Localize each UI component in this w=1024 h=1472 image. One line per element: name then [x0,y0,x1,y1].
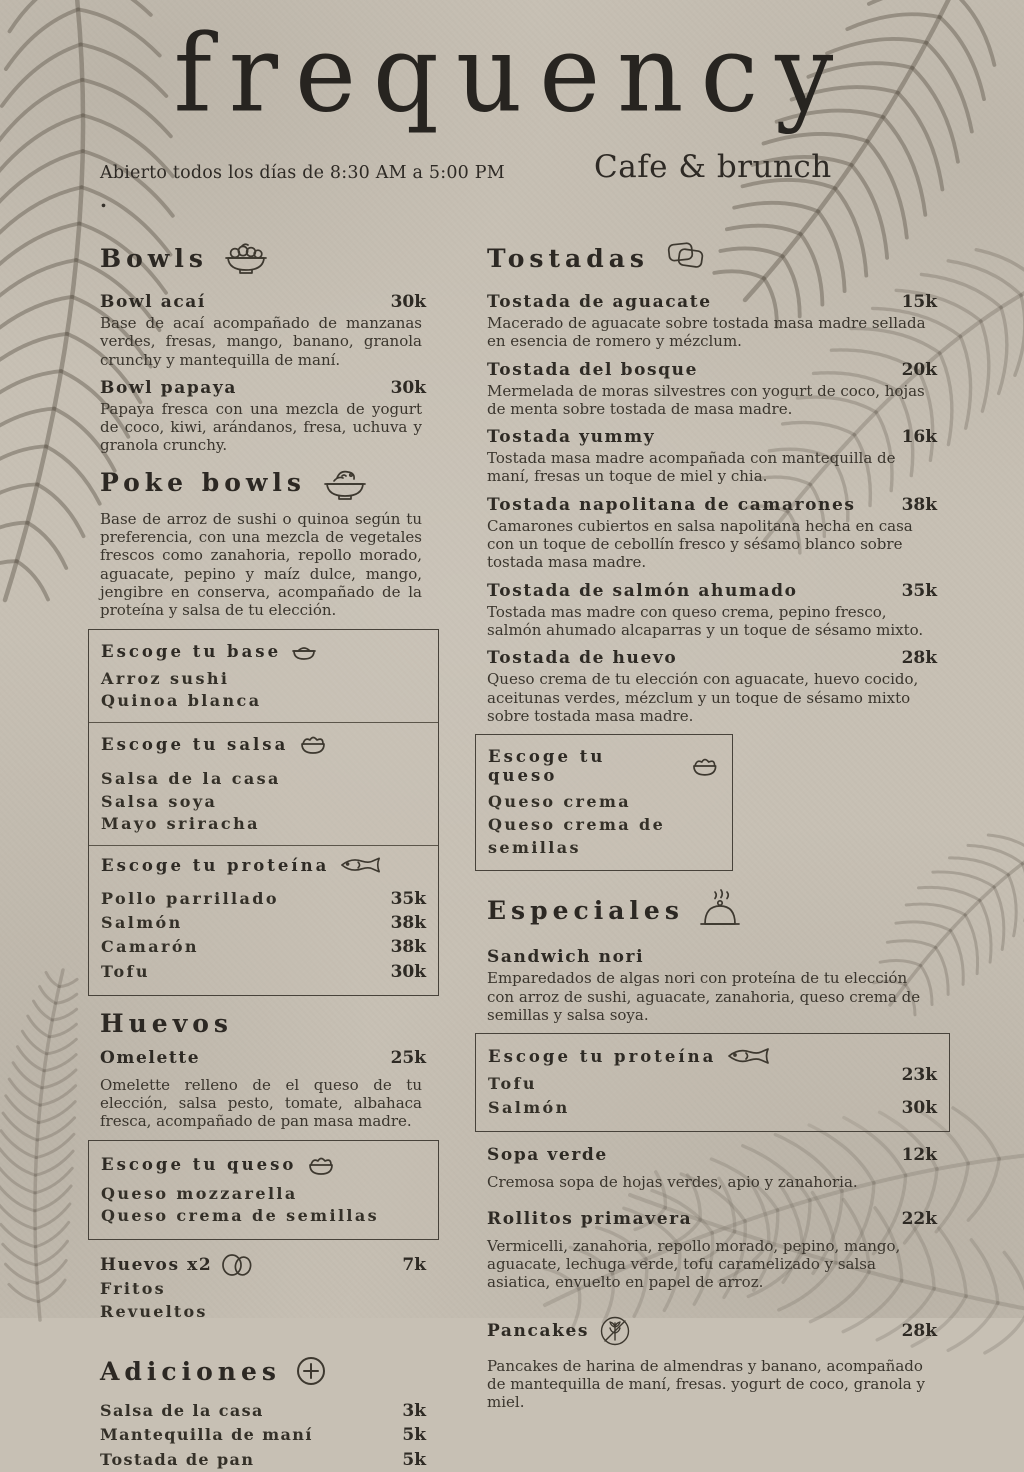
section-adiciones [100,1355,426,1471]
fish-icon [726,1046,772,1066]
left-column [100,240,426,1472]
item-name-text: Pancakes [487,1320,590,1341]
stray-mark: . [100,188,107,212]
section-description: Base de arroz de sushi o quinoa según tu preferencia, con una mezcla de vegetales frescos como zanahoria, repollo morado, aguacate, pepino y maíz dulce, mango, jengibre en conserva, acompañado de la proteína y salsa de tu elección. [100,509,422,620]
menu-item [487,1209,937,1229]
box-divider [89,845,438,846]
item-description: Base de acaí acompañado de manzanas verdes, fresas, mango, banano, granola crunchy y mantequilla de maní. [100,314,422,369]
especiales-protein-box [475,1033,950,1132]
choose-base-label [101,642,426,662]
protein-option [488,1065,937,1096]
choice-option: Queso crema de semillas [488,814,666,857]
choice-option: Quinoa blanca [101,691,262,711]
menu-item [487,1145,937,1165]
menu-item [100,1253,426,1277]
addition-price: 5k [402,1425,426,1446]
tostadas-queso-box [475,734,733,871]
item-description: Tostada masa madre acompañada con mantequilla de maní, fresas un toque de miel y chia. [487,449,896,486]
choose-protein-label [488,1046,937,1066]
section-bowls-header [100,240,426,276]
menu-item [487,581,937,601]
item-name: Tostada napolitana de camarones [487,494,856,515]
item-description: Camarones cubiertos en salsa napolitana hecha en casa con un toque de cebollín fresco y sésamo blanco sobre tostada masa madre. [487,516,913,572]
poke-bowl-icon [320,464,370,502]
item-price: 28k [901,648,937,669]
protein-name: Salmón [488,1098,570,1118]
section-adiciones-title: Adiciones [100,1356,281,1386]
choose-queso-text: Escoge tu queso [488,747,606,786]
section-poke-bowls [100,464,426,996]
choose-protein-text: Escoge tu proteína [101,855,330,875]
right-column [487,240,937,1421]
item-name-text: Huevos x2 [100,1254,213,1275]
choose-queso-text: Escoge tu queso [101,1155,297,1175]
choice-option: Queso crema [488,792,632,812]
menu-item [487,292,937,312]
menu-item [487,360,937,380]
menu-item [487,427,937,447]
section-tostadas-title: Tostadas [487,243,649,273]
choice-option: Mayo sriracha [101,814,260,834]
item-description: Omelette relleno de el queso de tu elección, salsa pesto, tomate, albahaca fresca, acompañado de pan masa madre. [100,1075,422,1131]
menu-item [487,495,937,515]
fruit-bowl-icon [222,240,270,276]
item-price: 38k [901,494,937,515]
rice-bowl-icon [291,642,317,662]
item-description: Pancakes de harina de almendras y banano, acompañado de mantequilla de maní, fresas. yogurt de coco, granola y miel. [487,1356,925,1412]
box-divider [89,722,438,723]
queso-choices-box [88,1140,439,1240]
section-huevos-title: Huevos [100,1008,233,1038]
item-price: 30k [390,377,426,398]
protein-name: Tofu [488,1074,537,1094]
item-description: Cremosa sopa de hojas verdes, apio y zanahoria. [487,1173,858,1192]
section-especiales [487,889,937,1411]
protein-price: 30k [901,1098,937,1119]
section-poke-header [100,464,426,502]
item-price: 12k [901,1145,937,1166]
protein-name: Camarón [101,937,199,957]
sauce-bowl-icon [690,754,720,778]
item-description: Mermelada de moras silvestres con yogurt de coco, hojas de menta sobre tostada de masa madre. [487,381,925,418]
plus-circle-icon [295,1355,327,1387]
section-bowls-title: Bowls [100,243,208,273]
cloche-icon [698,889,742,931]
choose-queso-label [101,1153,426,1177]
item-name: Sandwich nori [487,947,645,968]
protein-option [488,1096,937,1120]
item-description: Papaya fresca con una mezcla de yogurt de coco, kiwi, arándanos, fresa, uchuva y granola crunchy. [100,399,422,455]
protein-option [101,887,426,911]
section-tostadas-header [487,240,937,276]
subtitle: Cafe & brunch [594,149,832,185]
egg-style-option: Fritos [100,1278,166,1298]
protein-name: Pollo parrillado [101,889,279,909]
choose-base-text: Escoge tu base [101,642,282,662]
addition-item [100,1448,426,1472]
item-price: 30k [390,292,426,312]
item-name: Tostada de aguacate [487,292,712,312]
item-description: Vermicelli, zanahoria, repollo morado, pepino, mango, aguacate, lechuga verde, tofu caramelizado y salsa asiatica, envuelto en papel de arroz. [487,1236,901,1292]
item-description: Emparedados de algas nori con proteína de tu elección con arroz de sushi, aguacate, zanahoria, queso crema de semillas y salsa soya. [487,969,921,1024]
item-name: Tostada de salmón ahumado [487,580,798,601]
eggs-icon [220,1253,254,1277]
addition-name: Salsa de la casa [100,1401,264,1421]
protein-price: 30k [390,961,426,982]
section-tostadas [487,240,937,871]
section-especiales-header [487,889,937,931]
item-name: Tostada yummy [487,427,656,448]
item-price: 35k [901,580,937,601]
bread-icon [663,240,713,276]
opening-hours: Abierto todos los días de 8:30 AM a 5:00 PM [100,163,505,183]
choice-option: Arroz sushi [101,668,230,688]
item-price: 7k [402,1254,426,1275]
item-description: Tostada mas madre con queso crema, pepino fresco, salmón ahumado alcaparras y un toque de sésamo mixto. [487,602,924,639]
addition-price: 5k [402,1449,426,1470]
addition-item [100,1423,426,1447]
section-huevos-header [100,1009,426,1038]
choose-salsa-label [101,732,426,756]
fish-icon [339,855,383,875]
addition-name: Tostada de pan [100,1449,255,1469]
addition-price: 3k [402,1401,426,1422]
protein-name: Salmón [101,913,183,933]
item-name: Sopa verde [487,1145,608,1166]
menu-item [100,378,426,398]
protein-price: 38k [390,937,426,958]
choice-option: Salsa soya [101,791,218,811]
item-name: Bowl papaya [100,377,238,398]
protein-option [101,935,426,959]
menu-item [100,292,426,312]
protein-price: 23k [901,1065,937,1086]
choose-protein-label [101,855,426,875]
item-price: 20k [901,359,937,380]
protein-option [101,960,426,984]
protein-price: 35k [390,889,426,910]
item-price: 15k [901,292,937,312]
choose-queso-label [488,747,720,785]
item-price: 25k [390,1047,426,1068]
section-bowls [100,240,426,455]
item-name: Rollitos primavera [487,1208,693,1229]
sauce-bowl-icon [298,732,328,756]
item-name: Tostada del bosque [487,359,699,380]
gluten-free-icon [597,1313,633,1349]
egg-style-option: Revueltos [100,1302,208,1322]
item-price: 28k [901,1320,937,1341]
section-poke-title: Poke bowls [100,468,306,498]
section-especiales-title: Especiales [487,895,684,925]
choice-option: Queso crema de semillas [101,1206,380,1226]
addition-name: Mantequilla de maní [100,1425,313,1445]
menu-item [487,648,937,668]
item-name [100,1253,254,1277]
section-adiciones-header [100,1355,426,1387]
item-name [487,1313,633,1349]
item-price: 16k [901,427,937,448]
protein-option [101,911,426,935]
choose-protein-text: Escoge tu proteína [488,1046,717,1066]
page-title: frequency [173,11,851,137]
menu-item [100,1048,426,1068]
choose-salsa-text: Escoge tu salsa [101,734,289,754]
protein-price: 38k [390,913,426,934]
sauce-bowl-icon [306,1153,336,1177]
section-huevos [100,1009,426,1324]
item-description: Macerado de aguacate sobre tostada masa madre sellada en esencia de romero y mézclum. [487,314,926,351]
item-description: Queso crema de tu elección con aguacate, huevo cocido, aceitunas verdes, mézclum y un toque de sésamo mixto sobre tostada masa madre. [487,670,919,725]
item-price: 22k [901,1208,937,1229]
menu-item [487,947,937,967]
item-name: Omelette [100,1047,201,1068]
protein-name: Tofu [101,961,150,981]
choice-option: Salsa de la casa [101,769,281,788]
choice-option: Queso mozzarella [101,1183,298,1203]
item-name: Bowl acaí [100,292,206,312]
addition-item [100,1399,426,1423]
item-name: Tostada de huevo [487,648,678,669]
menu-item [487,1313,937,1349]
poke-choices-box [88,629,439,996]
